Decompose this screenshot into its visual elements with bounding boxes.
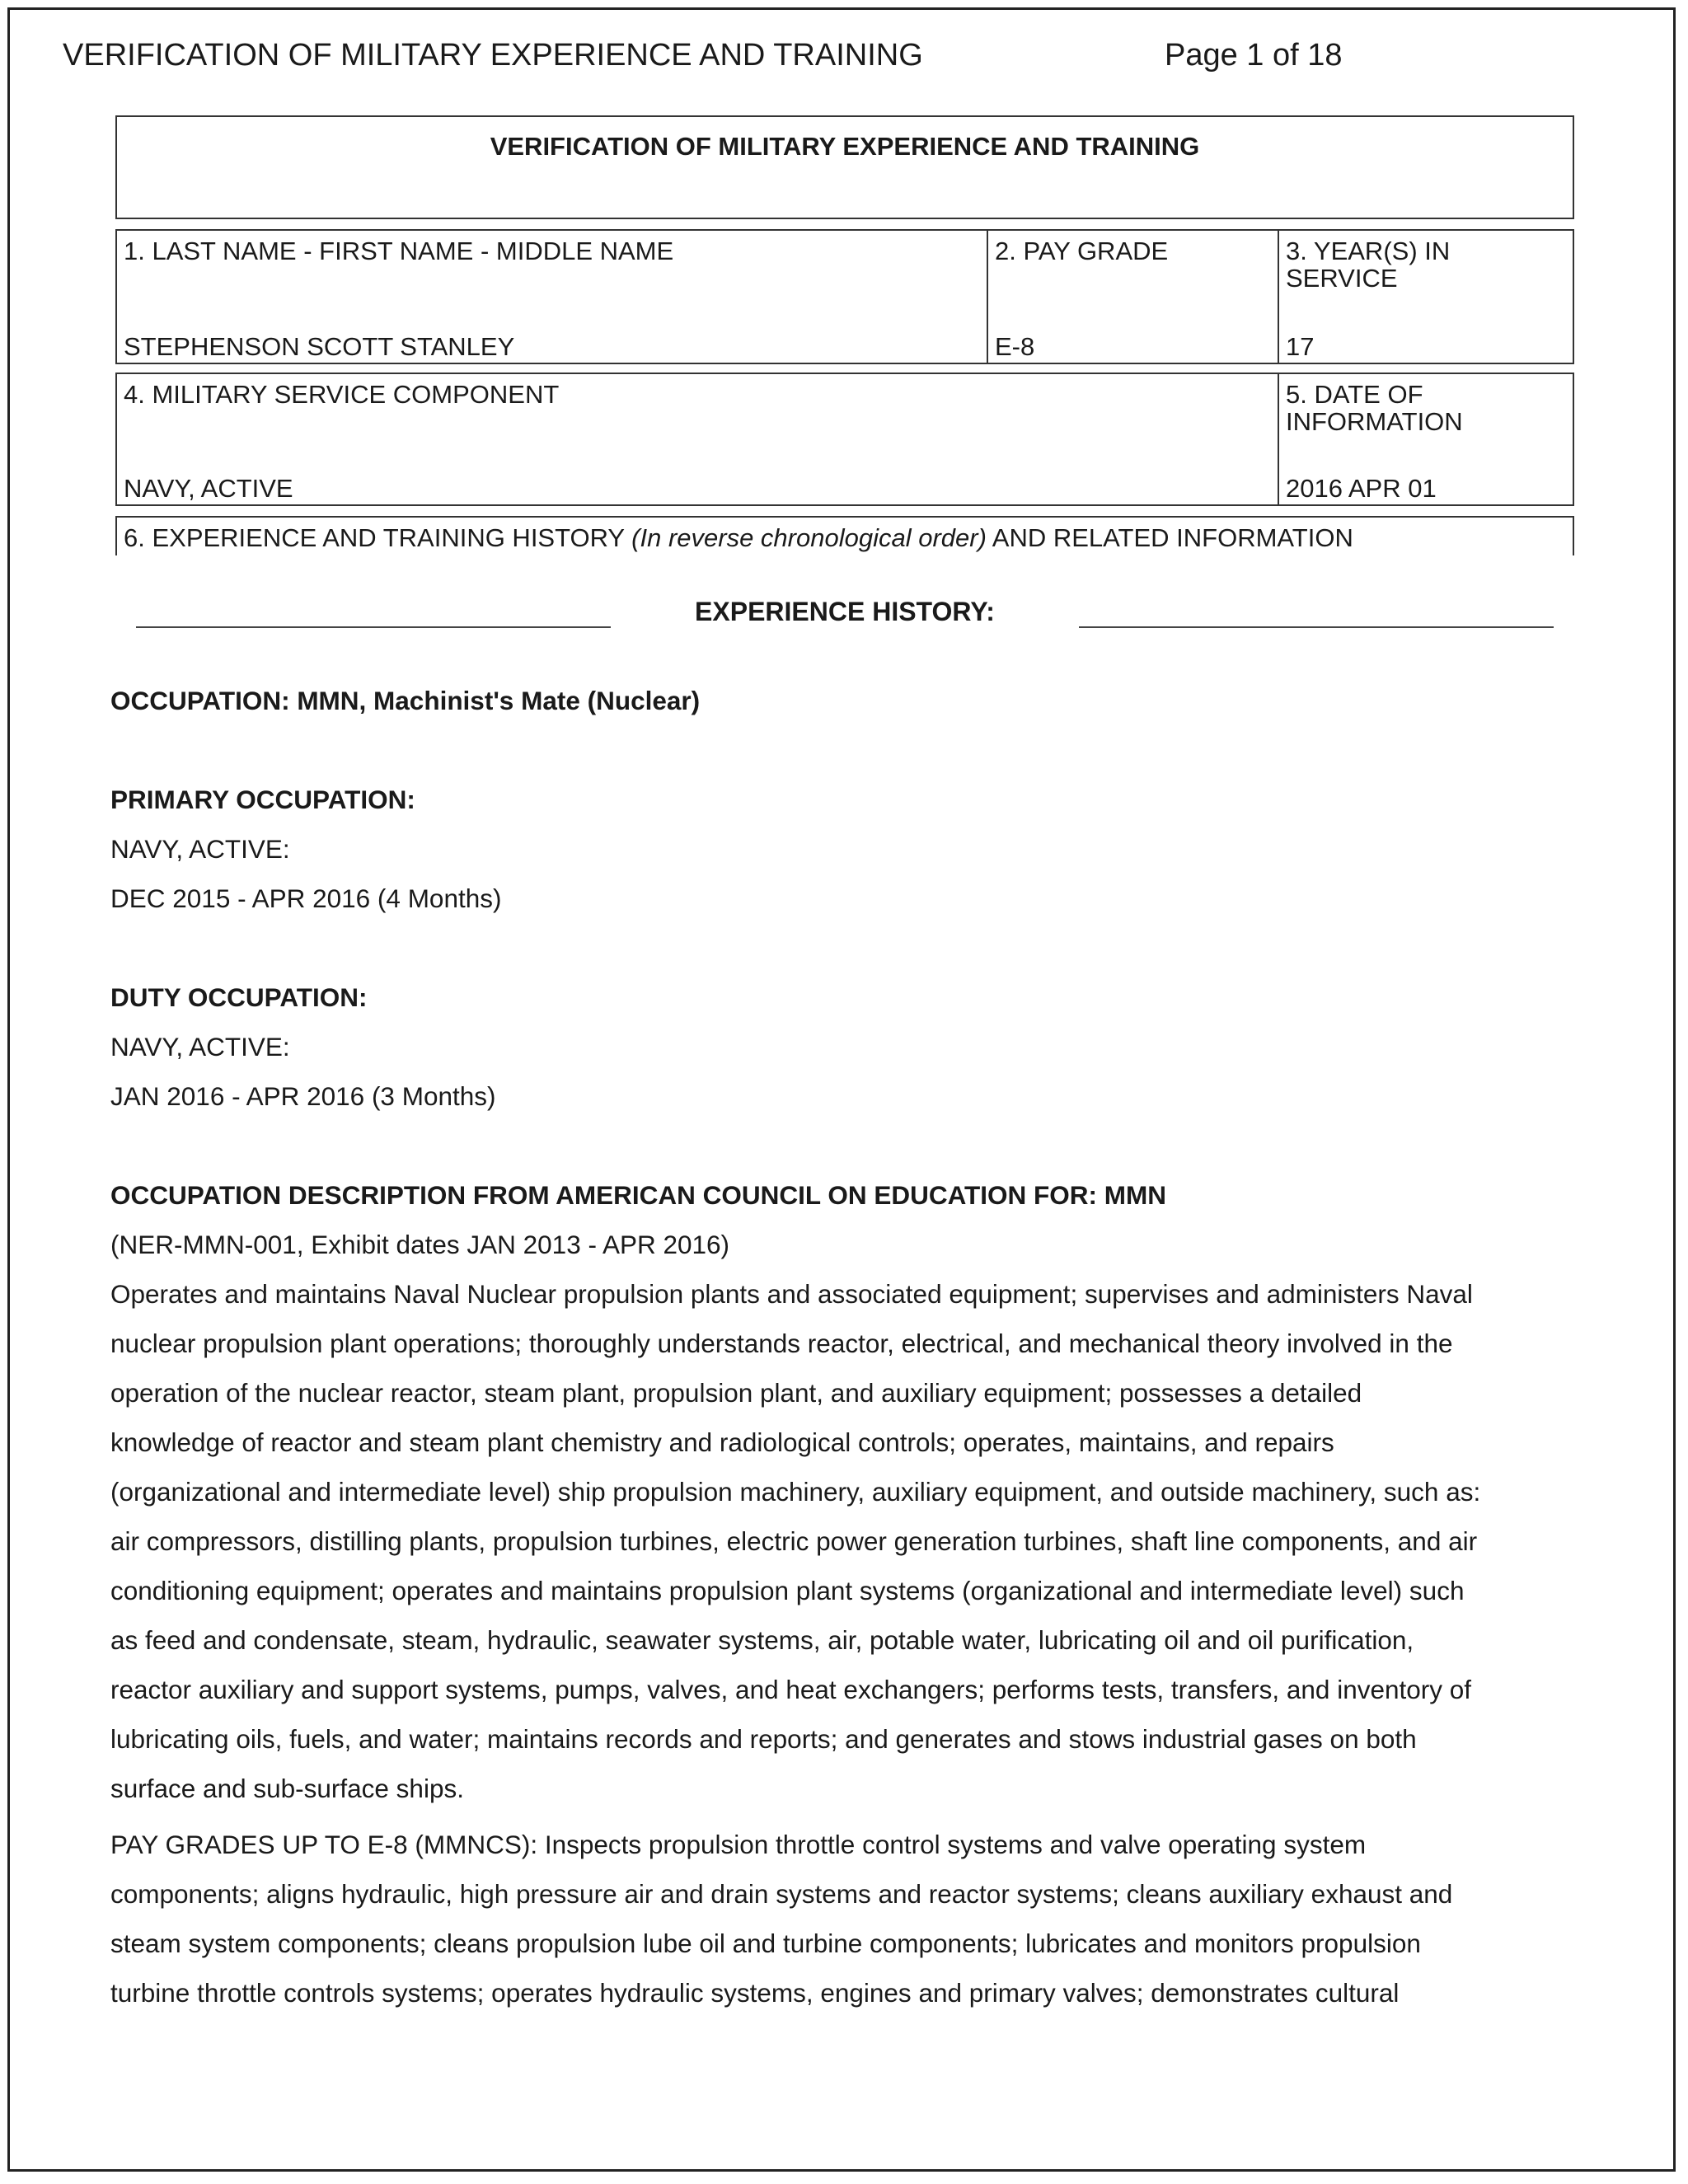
component-label: 4. MILITARY SERVICE COMPONENT xyxy=(124,380,560,409)
years-value: 17 xyxy=(1286,332,1315,361)
description-exhibit: (NER-MMN-001, Exhibit dates JAN 2013 - APR 2016) xyxy=(110,1230,730,1259)
years-label: 3. YEAR(S) IN SERVICE xyxy=(1286,237,1451,293)
name-cell xyxy=(117,231,987,363)
paygrade-line: components; aligns hydraulic, high pressure air and drain systems and reactor systems; cleans auxiliary exhaust and xyxy=(110,1879,1453,1909)
experience-history-title: EXPERIENCE HISTORY: xyxy=(695,597,995,626)
description-line: (organizational and intermediate level) ship propulsion machinery, auxiliary equipment, and outside machinery, such as: xyxy=(110,1477,1481,1507)
paygrade-line: turbine throttle controls systems; operates hydraulic systems, engines and primary valves; demonstrates cultural xyxy=(110,1978,1400,2008)
service-info-row xyxy=(115,373,1574,506)
form-title: VERIFICATION OF MILITARY EXPERIENCE AND TRAINING xyxy=(490,132,1200,161)
occupation-title: OCCUPATION: MMN, Machinist's Mate (Nuclear) xyxy=(110,686,701,715)
date-value: 2016 APR 01 xyxy=(1286,474,1437,503)
description-line: reactor auxiliary and support systems, pumps, valves, and heat exchangers; performs tests, transfers, and inventory of xyxy=(110,1675,1472,1704)
page-number: Page 1 of 18 xyxy=(1165,38,1343,73)
date-cell xyxy=(1278,374,1573,504)
experience-history-heading xyxy=(136,597,1554,630)
description-line: air compressors, distilling plants, propulsion turbines, electric power generation turbines, shaft line components, and air xyxy=(110,1526,1478,1556)
primary-occupation-component: NAVY, ACTIVE: xyxy=(110,834,290,864)
description-line: conditioning equipment; operates and maintains propulsion plant systems (organizational and intermediate level) such xyxy=(110,1576,1465,1605)
paygrade-line: PAY GRADES UP TO E-8 (MMNCS): Inspects propulsion throttle control systems and valve operating system xyxy=(110,1830,1367,1859)
component-value: NAVY, ACTIVE xyxy=(124,474,293,503)
pay-grade-cell xyxy=(987,231,1278,363)
paygrade-line: steam system components; cleans propulsion lube oil and turbine components; lubricates and monitors propulsion xyxy=(110,1929,1421,1958)
description-line: knowledge of reactor and steam plant chemistry and radiological controls; operates, maintains, and repairs xyxy=(110,1427,1334,1457)
experience-content xyxy=(110,676,1594,2018)
duty-occupation-heading: DUTY OCCUPATION: xyxy=(110,982,368,1012)
document-header-title: VERIFICATION OF MILITARY EXPERIENCE AND TRAINING xyxy=(63,38,923,73)
pay-grade-value: E-8 xyxy=(995,332,1035,361)
description-line: as feed and condensate, steam, hydraulic, seawater systems, air, potable water, lubricating oil and oil purification, xyxy=(110,1625,1414,1655)
paygrade-paragraph xyxy=(110,1820,1594,2018)
duty-occupation-dates: JAN 2016 - APR 2016 (3 Months) xyxy=(110,1081,496,1111)
history-row xyxy=(115,516,1574,555)
description-line: lubricating oils, fuels, and water; maintains records and reports; and generates and stows industrial gases on both xyxy=(110,1724,1417,1754)
description-line: Operates and maintains Naval Nuclear propulsion plants and associated equipment; supervises and administers Naval xyxy=(110,1279,1473,1309)
personal-info-row xyxy=(115,229,1574,364)
duty-occupation-component: NAVY, ACTIVE: xyxy=(110,1032,290,1062)
component-cell xyxy=(117,374,1278,504)
description-line: nuclear propulsion plant operations; thoroughly understands reactor, electrical, and mechanical theory involved in the xyxy=(110,1329,1453,1358)
heading-rule-right xyxy=(1079,626,1554,628)
pay-grade-label: 2. PAY GRADE xyxy=(995,237,1169,265)
primary-occupation-heading: PRIMARY OCCUPATION: xyxy=(110,785,415,814)
years-cell xyxy=(1278,231,1573,363)
date-label: 5. DATE OF INFORMATION xyxy=(1286,380,1463,436)
description-heading: OCCUPATION DESCRIPTION FROM AMERICAN COUNCIL ON EDUCATION FOR: MMN xyxy=(110,1180,1166,1210)
description-line: operation of the nuclear reactor, steam plant, propulsion plant, and auxiliary equipment; possesses a detailed xyxy=(110,1378,1362,1408)
name-value: STEPHENSON SCOTT STANLEY xyxy=(124,332,515,361)
primary-occupation-dates: DEC 2015 - APR 2016 (4 Months) xyxy=(110,883,502,913)
description-paragraph xyxy=(110,1269,1594,1813)
description-line: surface and sub-surface ships. xyxy=(110,1774,464,1803)
name-label: 1. LAST NAME - FIRST NAME - MIDDLE NAME xyxy=(124,237,674,265)
history-label: 6. EXPERIENCE AND TRAINING HISTORY (In reverse chronological order) AND RELATED INFORMATION xyxy=(124,523,1353,552)
form-title-box xyxy=(115,115,1574,219)
